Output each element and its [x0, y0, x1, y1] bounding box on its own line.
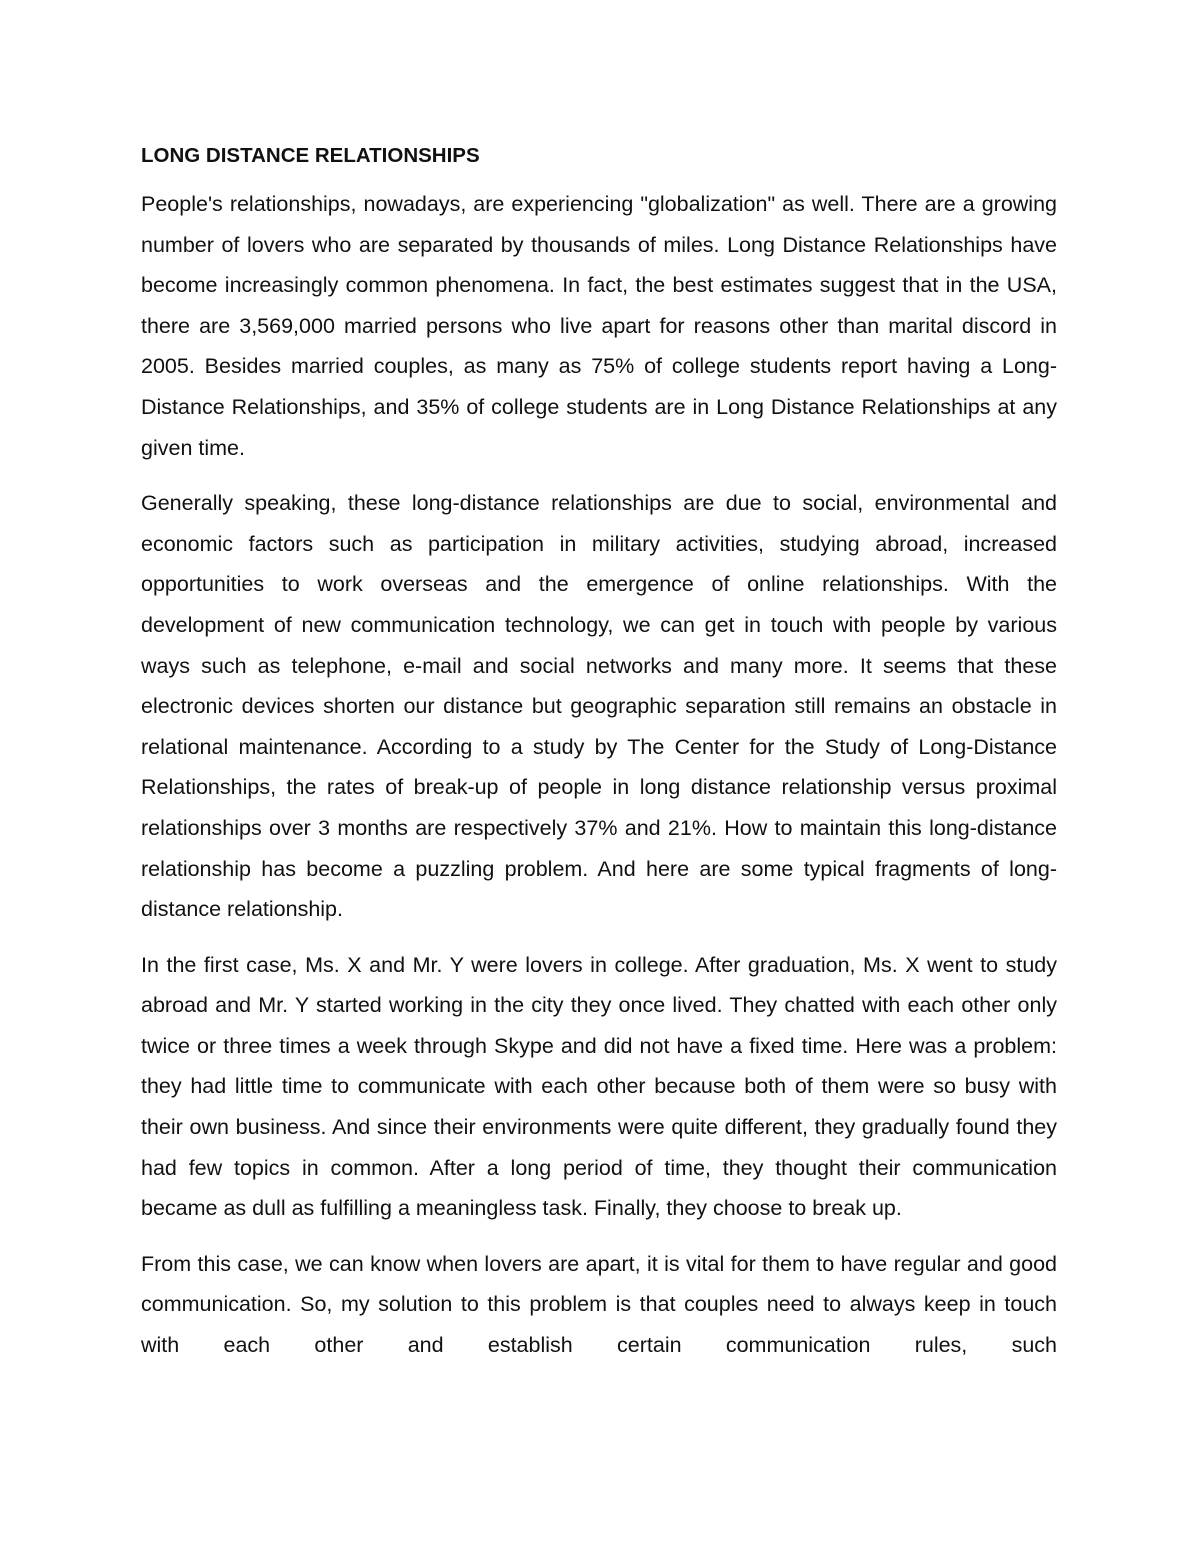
paragraph-first-case: In the first case, Ms. X and Mr. Y were lovers in college. After graduation, Ms. X went to study abroad and Mr. Y started working in the city they once lived. They chatted with each other only twice or three times a week through Skype and did not have a fixed time. Here was a problem: they had little time to communicate with each other because both of them were so busy with their own business. And since their environments were quite different, they gradually found they had few topics in common. After a long period of time, they thought their communication became as dull as fulfilling a meaningless task. Finally, they choose to break up.: [141, 952, 1057, 1221]
document-title: LONG DISTANCE RELATIONSHIPS: [141, 144, 480, 167]
paragraph-solution: From this case, we can know when lovers are apart, it is vital for them to have regular and good communication. So, my solution to this problem is that couples need to always keep in touch with each other and establish certain communication rules, such: [141, 1251, 1057, 1358]
paragraph-intro: People's relationships, nowadays, are experiencing "globalization" as well. There are a growing number of lovers who are separated by thousands of miles. Long Distance Relationships have become increasingly common phenomena. In fact, the best estimates suggest that in the USA, there are 3,569,000 married persons who live apart for reasons other than marital discord in 2005. Besides married couples, as many as 75% of college students report having a Long-Distance Relationships, and 35% of college students are in Long Distance Relationships at any given time.: [141, 192, 1057, 460]
paragraph-causes: Generally speaking, these long-distance relationships are due to social, environmental and economic factors such as participation in military activities, studying abroad, increased opportunities to work overseas and the emergence of online relationships. With the development of new communication technology, we can get in touch with people by various ways such as telephone, e-mail and social networks and many more. It seems that these electronic devices shorten our distance but geographic separation still remains an obstacle in relational maintenance. According to a study by The Center for the Study of Long-Distance Relationships, the rates of break-up of people in long distance relationship versus proximal relationships over 3 months are respectively 37% and 21%. How to maintain this long-distance relationship has become a puzzling problem. And here are some typical fragments of long-distance relationship.: [141, 491, 1057, 922]
document-body: [141, 142, 1057, 1366]
